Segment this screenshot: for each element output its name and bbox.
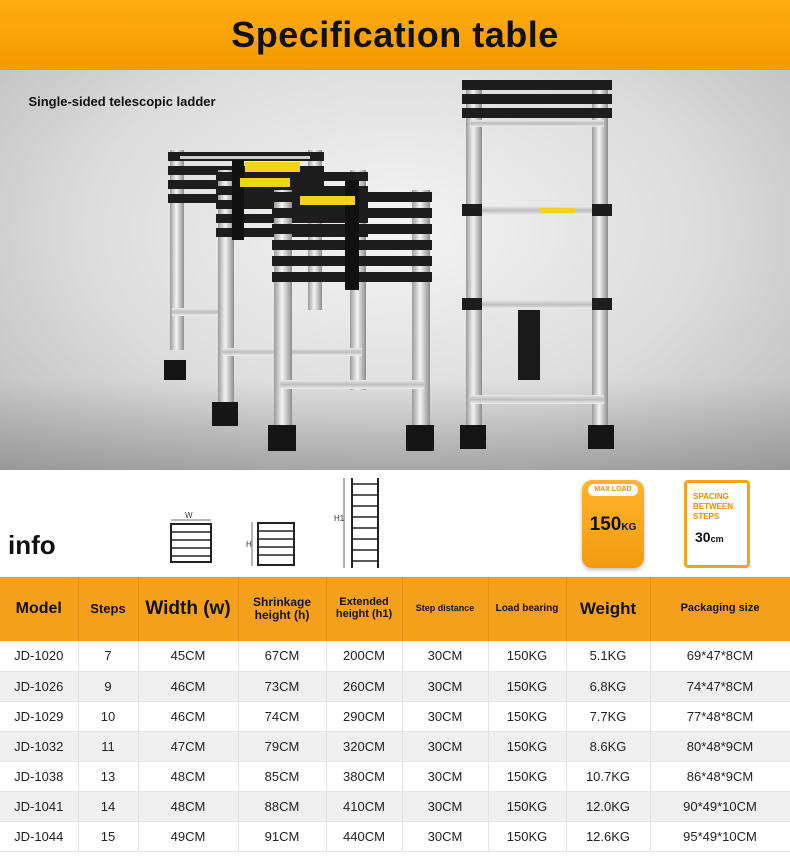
cell-extended: 200CM bbox=[326, 641, 402, 671]
cell-weight: 7.7KG bbox=[566, 701, 650, 731]
table-header-row bbox=[0, 577, 790, 641]
header-step-distance: Step distance bbox=[402, 577, 488, 641]
cell-shrinkage: 85CM bbox=[238, 761, 326, 791]
cell-model: JD-1041 bbox=[0, 791, 78, 821]
cell-width: 47CM bbox=[138, 731, 238, 761]
header-load: Load bearing bbox=[488, 577, 566, 641]
cell-steps: 11 bbox=[78, 731, 138, 761]
step-spacing-text: SPACING BETWEEN STEPS bbox=[693, 492, 733, 521]
cell-packaging: 77*48*8CM bbox=[650, 701, 790, 731]
product-photo bbox=[0, 70, 790, 470]
cell-load: 150KG bbox=[488, 791, 566, 821]
cell-steps: 15 bbox=[78, 821, 138, 851]
cell-width: 46CM bbox=[138, 671, 238, 701]
extended-height-label: H1 bbox=[334, 514, 345, 523]
shrink-height-diagram bbox=[248, 520, 298, 570]
header-steps: Steps bbox=[78, 577, 138, 641]
table-row bbox=[0, 791, 790, 821]
cell-extended: 320CM bbox=[326, 731, 402, 761]
cell-model: JD-1029 bbox=[0, 701, 78, 731]
table-row bbox=[0, 671, 790, 701]
cell-weight: 6.8KG bbox=[566, 671, 650, 701]
cell-weight: 12.0KG bbox=[566, 791, 650, 821]
extended-height-diagram bbox=[336, 474, 386, 574]
table-row bbox=[0, 731, 790, 761]
cell-packaging: 69*47*8CM bbox=[650, 641, 790, 671]
info-label: info bbox=[8, 530, 56, 560]
cell-extended: 380CM bbox=[326, 761, 402, 791]
cell-step-distance: 30CM bbox=[402, 761, 488, 791]
cell-steps: 10 bbox=[78, 701, 138, 731]
cell-extended: 410CM bbox=[326, 791, 402, 821]
max-load-tag: MAX LOAD bbox=[588, 484, 638, 496]
cell-model: JD-1038 bbox=[0, 761, 78, 791]
cell-extended: 260CM bbox=[326, 671, 402, 701]
cell-shrinkage: 67CM bbox=[238, 641, 326, 671]
info-section bbox=[0, 470, 790, 575]
cell-steps: 9 bbox=[78, 671, 138, 701]
header-weight: Weight bbox=[566, 577, 650, 641]
cell-packaging: 80*48*9CM bbox=[650, 731, 790, 761]
cell-steps: 7 bbox=[78, 641, 138, 671]
cell-model: JD-1020 bbox=[0, 641, 78, 671]
cell-width: 48CM bbox=[138, 791, 238, 821]
cell-shrinkage: 79CM bbox=[238, 731, 326, 761]
cell-steps: 13 bbox=[78, 761, 138, 791]
extended-ladder bbox=[460, 80, 614, 449]
header-width: Width (w) bbox=[138, 577, 238, 641]
cell-load: 150KG bbox=[488, 761, 566, 791]
table-row bbox=[0, 821, 790, 851]
width-label: W bbox=[185, 511, 193, 520]
table-row bbox=[0, 761, 790, 791]
cell-extended: 440CM bbox=[326, 821, 402, 851]
cell-model: JD-1044 bbox=[0, 821, 78, 851]
cell-packaging: 95*49*10CM bbox=[650, 821, 790, 851]
cell-weight: 10.7KG bbox=[566, 761, 650, 791]
cell-weight: 5.1KG bbox=[566, 641, 650, 671]
header-extended: Extended height (h1) bbox=[326, 577, 402, 641]
cell-weight: 8.6KG bbox=[566, 731, 650, 761]
cell-width: 46CM bbox=[138, 701, 238, 731]
cell-width: 45CM bbox=[138, 641, 238, 671]
cell-weight: 12.6KG bbox=[566, 821, 650, 851]
ladder-illustration bbox=[0, 70, 790, 470]
cell-extended: 290CM bbox=[326, 701, 402, 731]
cell-width: 48CM bbox=[138, 761, 238, 791]
cell-shrinkage: 74CM bbox=[238, 701, 326, 731]
cell-model: JD-1026 bbox=[0, 671, 78, 701]
max-load-value: 150KG bbox=[589, 514, 637, 535]
cell-step-distance: 30CM bbox=[402, 731, 488, 761]
header-shrinkage: Shrinkage height (h) bbox=[238, 577, 326, 641]
cell-packaging: 90*49*10CM bbox=[650, 791, 790, 821]
cell-step-distance: 30CM bbox=[402, 701, 488, 731]
cell-packaging: 86*48*9CM bbox=[650, 761, 790, 791]
table-row bbox=[0, 641, 790, 671]
spec-table bbox=[0, 577, 790, 852]
hero-caption: Single-sided telescopic ladder bbox=[28, 94, 216, 109]
cell-model: JD-1032 bbox=[0, 731, 78, 761]
cell-shrinkage: 91CM bbox=[238, 821, 326, 851]
cell-shrinkage: 73CM bbox=[238, 671, 326, 701]
height-label: H bbox=[246, 540, 252, 549]
max-load-badge bbox=[582, 480, 644, 568]
cell-load: 150KG bbox=[488, 821, 566, 851]
cell-steps: 14 bbox=[78, 791, 138, 821]
cell-load: 150KG bbox=[488, 671, 566, 701]
header-packaging: Packaging size bbox=[650, 577, 790, 641]
header-model: Model bbox=[0, 577, 78, 641]
step-spacing-value: 30cm bbox=[695, 529, 724, 545]
cell-load: 150KG bbox=[488, 731, 566, 761]
title-banner bbox=[0, 0, 790, 70]
cell-step-distance: 30CM bbox=[402, 791, 488, 821]
cell-step-distance: 30CM bbox=[402, 641, 488, 671]
cell-shrinkage: 88CM bbox=[238, 791, 326, 821]
cell-load: 150KG bbox=[488, 701, 566, 731]
cell-packaging: 74*47*8CM bbox=[650, 671, 790, 701]
cell-width: 49CM bbox=[138, 821, 238, 851]
table-row bbox=[0, 701, 790, 731]
step-spacing-badge bbox=[684, 480, 750, 568]
page-title: Specification table bbox=[231, 14, 559, 55]
cell-step-distance: 30CM bbox=[402, 821, 488, 851]
cell-load: 150KG bbox=[488, 641, 566, 671]
cell-step-distance: 30CM bbox=[402, 671, 488, 701]
